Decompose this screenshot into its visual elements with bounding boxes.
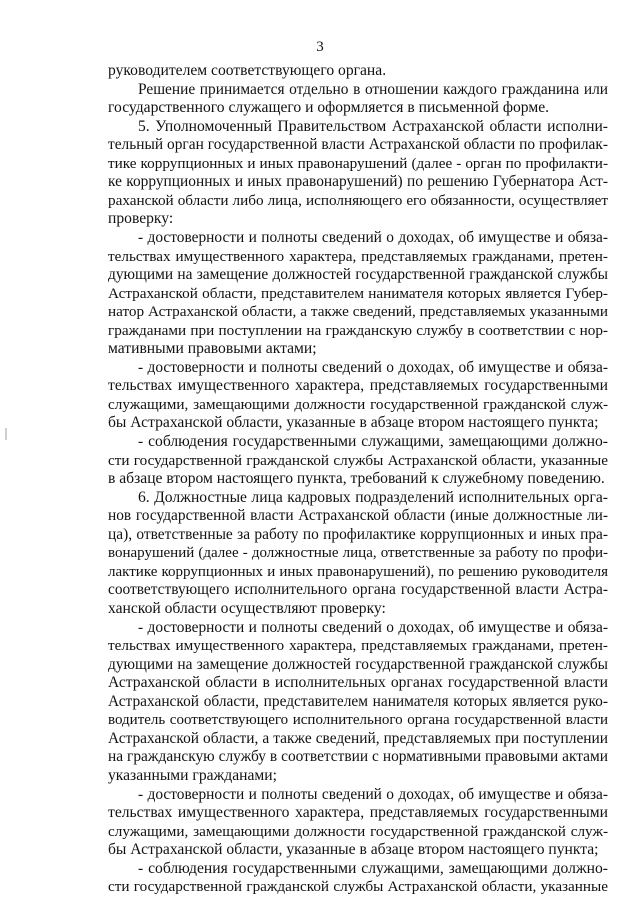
text-line: сти государственной гражданской службы Астраханской области, указанные [108, 878, 608, 896]
text-line: гражданами при поступлении на гражданскую службу в соответствии с нор- [108, 321, 608, 339]
text-line: 5. Уполномоченный Правительством Астраханской области исполни- [138, 117, 608, 135]
text-line: - достоверности и полноты сведений о доходах, об имуществе и обяза- [138, 229, 608, 246]
text-line: ца), ответственные за работу по профилактике коррупционных и иных пра- [108, 525, 608, 543]
text-line: дующими на замещение должностей государственной гражданской службы [108, 266, 608, 284]
text-line: служащими, замещающими должности государственной гражданской служ- [108, 822, 608, 840]
text-line: дующими на замещение должностей государственной гражданской службы [108, 655, 608, 673]
text-line: руководителем соответствующего органа. [108, 62, 387, 79]
text-line: соответствующего исполнительного органа государственной власти Астра- [108, 581, 608, 599]
text-line: служащими, замещающими должности государственной гражданской служ- [108, 395, 608, 413]
text-line: тельствах имущественного характера, представляемых гражданами, претен- [108, 247, 608, 265]
text-line: указанными гражданами; [108, 766, 277, 784]
text-line: Астраханской области, а также сведений, представляемых при поступлении [108, 729, 608, 747]
text-line: - достоверности и полноты сведений о доходах, об имуществе и обяза- [138, 618, 608, 636]
text-line: государственного служащего и оформляется в письменной форме. [108, 99, 550, 117]
text-line: вонарушений (далее - должностные лица, ответственные за работу по профи- [108, 545, 608, 562]
text-line: - соблюдения государственными служащими, замещающими должно- [138, 859, 608, 877]
text-line: Решение принимается отдельно в отношении каждого гражданина или [138, 80, 608, 98]
text-line: тельствах имущественного характера, представляемых гражданами, претен- [108, 637, 608, 655]
text-line: тельствах имущественного характера, представляемых государственными [108, 804, 608, 821]
text-line: в абзаце втором настоящего пункта, требований к служебному поведению. [108, 470, 605, 488]
text-line: натор Астраханской области, а также сведений, представляемых указанными [108, 303, 608, 321]
page-number: 3 [316, 39, 324, 55]
text-line: тельствах имущественного характера, представляемых государственными [108, 377, 608, 395]
text-line: раханской области либо лица, исполняющего его обязанности, осуществляет [108, 191, 608, 209]
text-line: сти государственной гражданской службы Астраханской области, указанные [108, 451, 608, 469]
text-line: - достоверности и полноты сведений о доходах, об имуществе и обяза- [138, 358, 608, 376]
text-line: 6. Должностные лица кадровых подразделений исполнительных орга- [138, 488, 608, 506]
text-line: тельный орган государственной власти Астраханской области по профилак- [108, 136, 608, 154]
text-line: на гражданскую службу в соответствии с нормативными правовыми актами [108, 748, 608, 766]
text-line: Астраханской области, представителем нанимателя которых является руко- [108, 692, 608, 710]
text-line: водитель соответствующего исполнительного органа государственной власти [108, 712, 608, 729]
text-line: - достоверности и полноты сведений о доходах, об имуществе и обяза- [138, 785, 608, 803]
text-line: Астраханской области, представителем нанимателя которых является Губер- [108, 284, 608, 302]
margin-scan-mark [5, 428, 7, 440]
text-line: Астраханской области в исполнительных органах государственной власти [108, 674, 608, 692]
text-line: мативными правовыми актами; [108, 340, 317, 358]
text-line: бы Астраханской области, указанные в абзаце втором настоящего пункта; [108, 841, 599, 859]
text-line: бы Астраханской области, указанные в абзаце втором настоящего пункта; [108, 414, 599, 432]
text-line: лактике коррупционных и иных правонарушений), по решению руководителя [108, 563, 608, 580]
text-line: проверку: [108, 210, 174, 228]
text-line: ханской области осуществляют проверку: [108, 600, 386, 617]
text-line: ке коррупционных и иных правонарушений) по решению Губернатора Аст- [108, 173, 608, 191]
text-line: нов государственной власти Астраханской области (иные должностные ли- [108, 507, 608, 525]
text-line: - соблюдения государственными служащими, замещающими должно- [138, 433, 608, 450]
text-line: тике коррупционных и иных правонарушений (далее - орган по профилакти- [108, 154, 608, 172]
